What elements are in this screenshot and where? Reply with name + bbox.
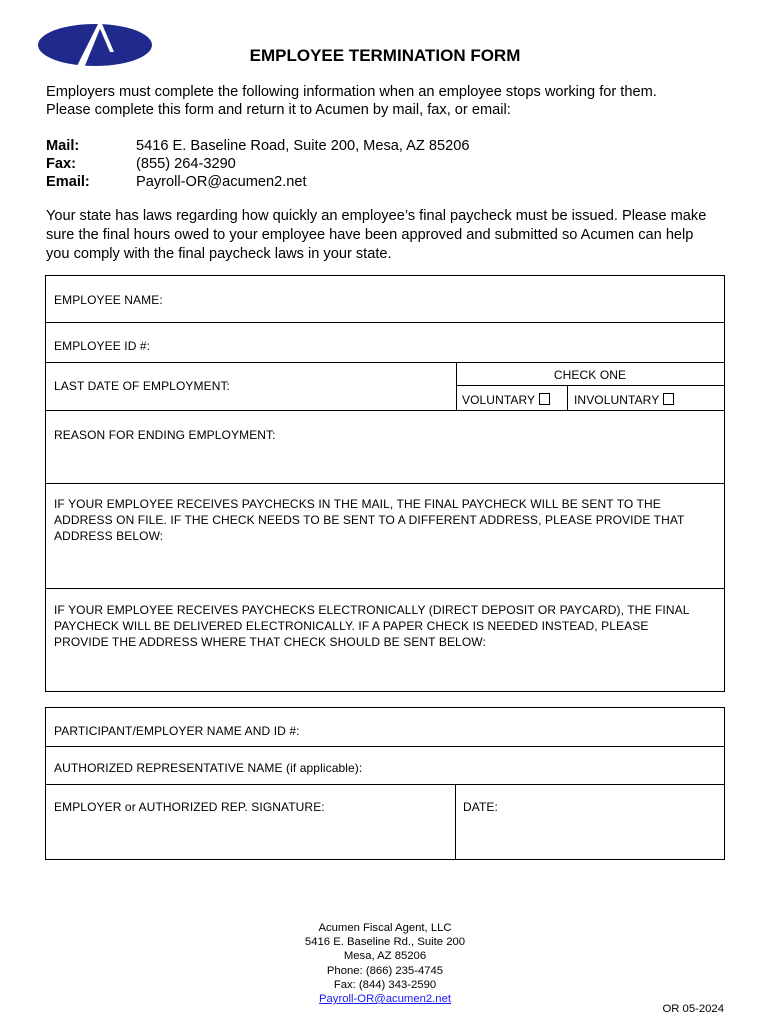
participant-employer-field[interactable]: PARTICIPANT/EMPLOYER NAME AND ID #: bbox=[54, 724, 300, 738]
footer-address1: 5416 E. Baseline Rd., Suite 200 bbox=[304, 936, 466, 949]
employee-info-table bbox=[45, 275, 725, 692]
email-address: Payroll-OR@acumen2.net bbox=[136, 174, 307, 190]
last-date-field[interactable]: LAST DATE OF EMPLOYMENT: bbox=[54, 379, 230, 393]
date-field[interactable]: DATE: bbox=[463, 800, 498, 814]
email-label: Email: bbox=[46, 174, 90, 190]
employer-info-table bbox=[45, 707, 725, 860]
state-law-notice: Your state has laws regarding how quickly an employee’s final paycheck must be issued. Please make sure the final hours owed to your employee have been approved and submitted so Acumen can help you comply with the final paycheck laws in your state. bbox=[46, 208, 707, 262]
voluntary-checkbox[interactable] bbox=[539, 393, 550, 405]
mail-label: Mail: bbox=[46, 138, 80, 154]
involuntary-label: INVOLUNTARY bbox=[574, 393, 660, 407]
signature-field[interactable]: EMPLOYER or AUTHORIZED REP. SIGNATURE: bbox=[54, 800, 325, 814]
reason-field[interactable]: REASON FOR ENDING EMPLOYMENT: bbox=[54, 428, 276, 442]
footer-contact bbox=[0, 921, 770, 1006]
involuntary-option[interactable] bbox=[574, 393, 674, 407]
electronic-paycheck-address-field[interactable]: IF YOUR EMPLOYEE RECEIVES PAYCHECKS ELECTRONICALLY (DIRECT DEPOSIT OR PAYCARD), THE FINAL PAYCHECK WILL BE DELIVERED ELECTRONICALLY. IF A PAPER CHECK IS NEEDED INSTEAD, PLEASE PROVIDE THE ADDRESS WHERE THAT CHECK SHOULD BE SENT BELOW: bbox=[54, 603, 690, 649]
mail-paycheck-address-field[interactable]: IF YOUR EMPLOYEE RECEIVES PAYCHECKS IN THE MAIL, THE FINAL PAYCHECK WILL BE SENT TO THE ADDRESS ON FILE. IF THE CHECK NEEDS TO BE SENT TO A DIFFERENT ADDRESS, PLEASE PROVIDE THAT ADDRESS BELOW: bbox=[54, 497, 685, 543]
intro-text: Employers must complete the following information when an employee stops working for them. Please complete this form and return it to Acumen by mail, fax, or email: bbox=[46, 84, 657, 118]
fax-label: Fax: bbox=[46, 156, 77, 172]
footer-fax: Fax: (844) 343-2590 bbox=[333, 978, 437, 991]
footer-phone: Phone: (866) 235-4745 bbox=[326, 964, 444, 977]
mail-address: 5416 E. Baseline Road, Suite 200, Mesa, AZ 85206 bbox=[136, 138, 470, 154]
employee-id-field[interactable]: EMPLOYEE ID #: bbox=[54, 339, 151, 353]
contact-info bbox=[46, 137, 469, 191]
form-number: OR 05-2024 bbox=[662, 1003, 724, 1015]
footer-company: Acumen Fiscal Agent, LLC bbox=[318, 922, 452, 934]
voluntary-option[interactable] bbox=[462, 393, 550, 407]
form-title: EMPLOYEE TERMINATION FORM bbox=[249, 46, 521, 65]
voluntary-label: VOLUNTARY bbox=[462, 393, 536, 407]
employee-name-field[interactable]: EMPLOYEE NAME: bbox=[54, 293, 163, 307]
check-one-label: CHECK ONE bbox=[553, 368, 627, 382]
involuntary-checkbox[interactable] bbox=[663, 393, 674, 405]
authorized-rep-field[interactable]: AUTHORIZED REPRESENTATIVE NAME (if applicable): bbox=[54, 761, 363, 775]
fax-number: (855) 264-3290 bbox=[136, 156, 236, 172]
footer-address2: Mesa, AZ 85206 bbox=[343, 950, 427, 963]
footer-email-link[interactable]: Payroll-OR@acumen2.net bbox=[318, 993, 452, 1006]
